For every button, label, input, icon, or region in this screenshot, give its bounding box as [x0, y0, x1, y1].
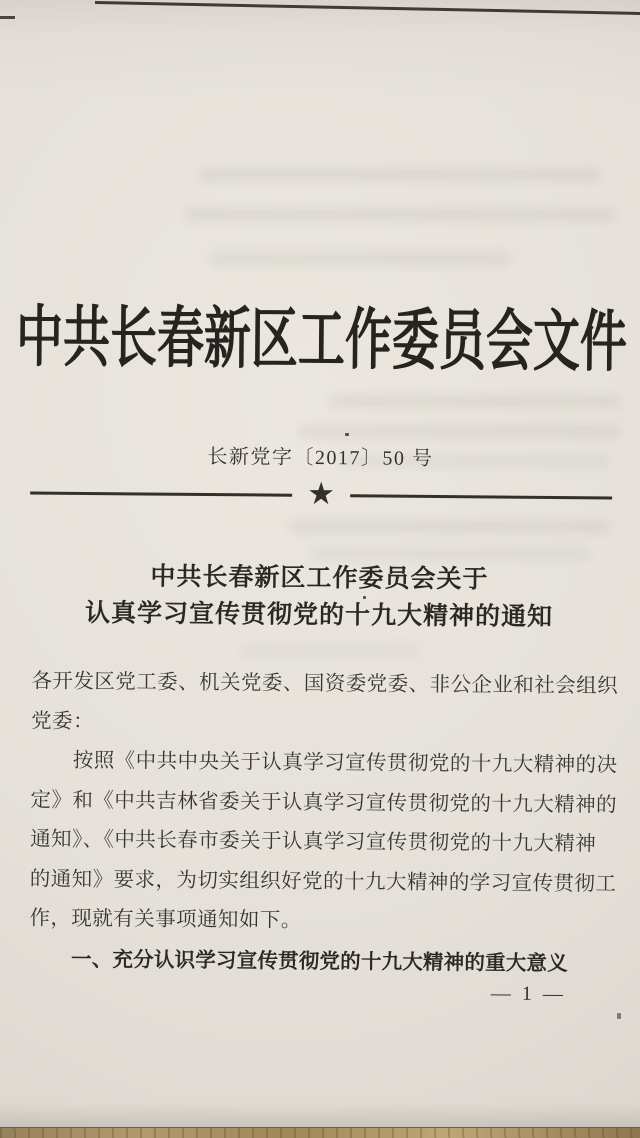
desk-wood-edge [0, 1127, 640, 1138]
recipients-line2: 党委： [31, 709, 95, 733]
notice-title-line1: 中共长春新区工作委员会关于 [150, 563, 489, 594]
divider-line-right [350, 494, 612, 499]
notice-body [29, 662, 619, 983]
star-icon: ★ [307, 475, 336, 511]
body-line: 的通知》要求，为切实组织好党的十九大精神的学习宣传贯彻工 [29, 867, 617, 896]
paper-bottom-shadow [0, 1102, 640, 1128]
notice-title [0, 557, 640, 637]
divider-line-left [30, 491, 292, 496]
body-line: 作，现就有关事项通知如下。 [29, 907, 302, 932]
body-line: 按照《中共中央关于认真学习宣传贯彻党的十九大精神的决 [72, 749, 618, 777]
section-heading: 一、充分认识学习宣传贯彻党的十九大精神的重大意义 [70, 947, 568, 975]
header-divider [30, 477, 612, 512]
document-header-title: 中共长春新区工作委员会文件 [15, 301, 628, 381]
document-number: 长新党字〔2017〕50 号 [207, 446, 434, 470]
recipients-line1: 各开发区党工委、机关党委、国资委党委、非公企业和社会组织 [31, 670, 619, 698]
notice-title-line2: 认真学习宣传贯彻党的十九大精神的通知 [84, 599, 554, 632]
page-number: — 1 — [490, 982, 566, 1006]
body-line: 通知》、《中共长春市委关于认真学习宣传贯彻党的十九大精神 [30, 828, 597, 856]
body-line: 定》和《中共吉林省委关于认真学习宣传贯彻党的十九大精神的 [30, 788, 618, 817]
